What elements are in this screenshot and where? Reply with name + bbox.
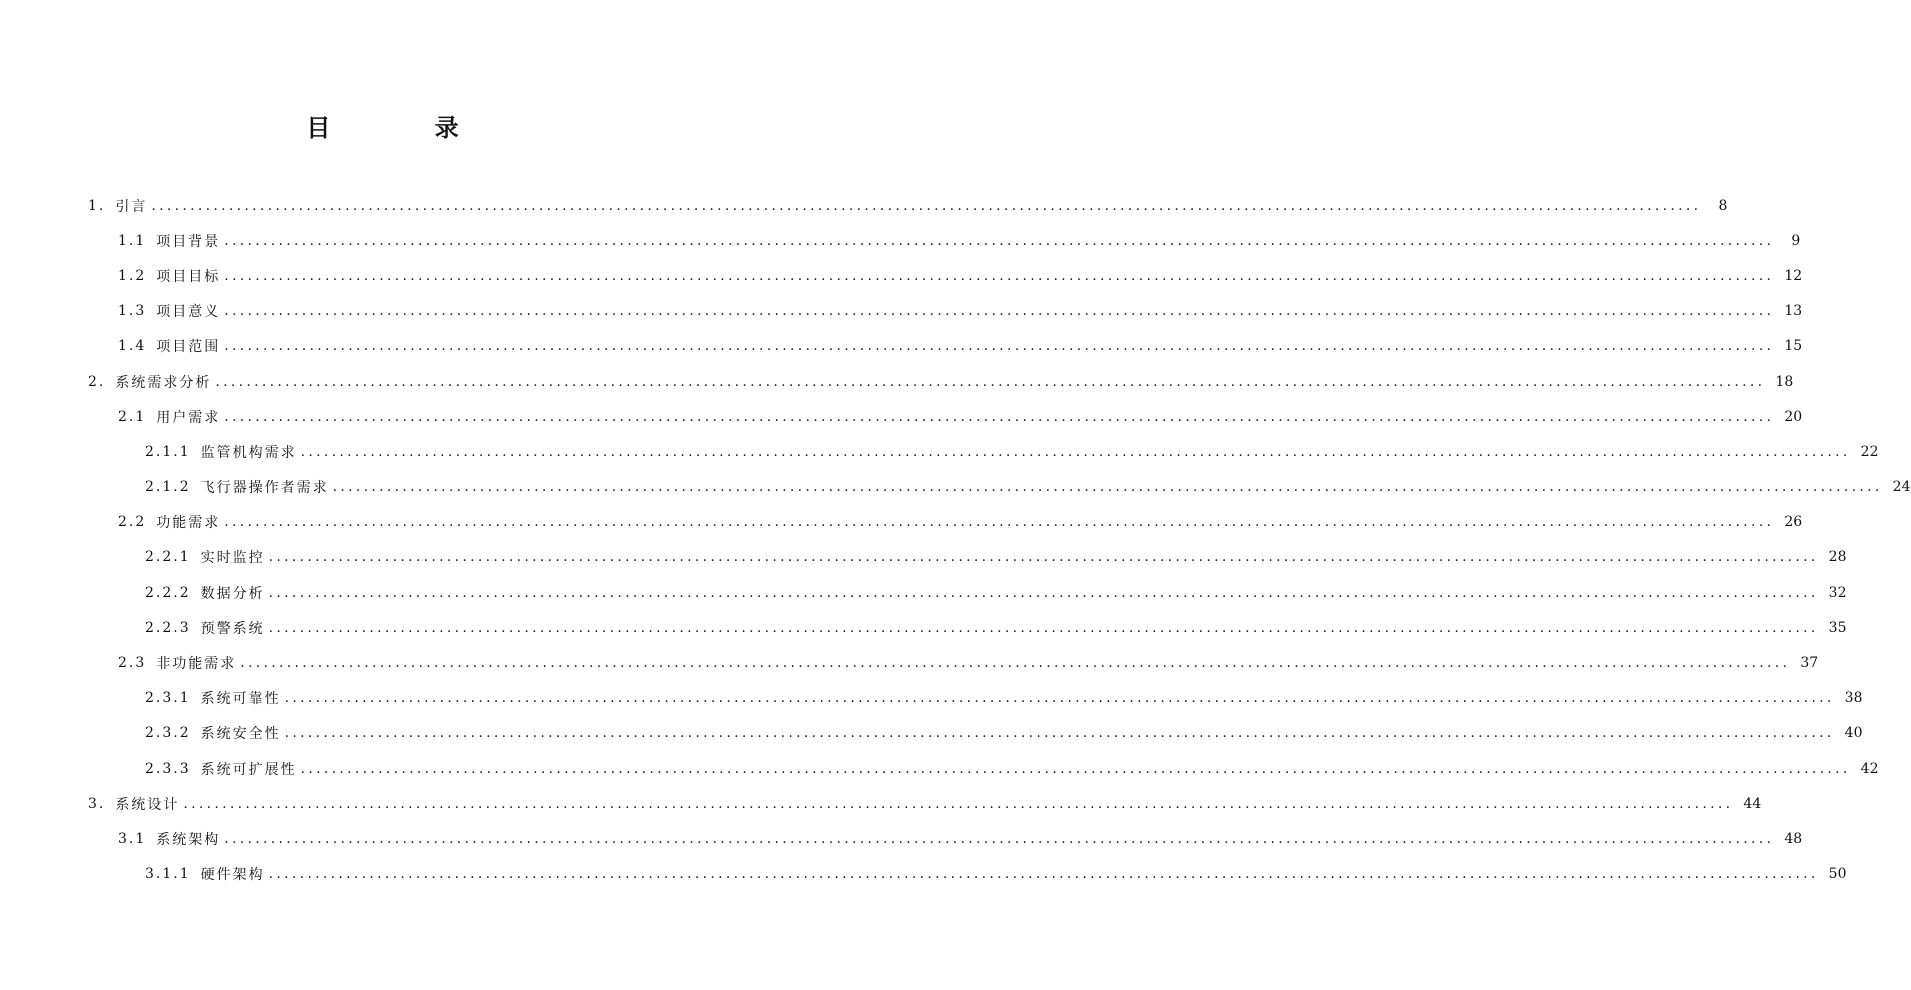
dot-leader: ........................................................................................................................................................................................................ <box>300 760 1851 777</box>
dot-leader: ........................................................................................................................................................................................................ <box>224 338 1775 355</box>
toc-entry-number: 2.3.1 <box>145 690 191 707</box>
toc-title: 目 录 <box>306 114 507 142</box>
toc-entry[interactable] <box>88 575 1847 610</box>
toc-entry[interactable] <box>88 821 1803 856</box>
toc-entry-label: 系统设计 <box>115 796 180 813</box>
toc-entry[interactable] <box>88 857 1847 892</box>
toc-entry-number: 2.1.2 <box>145 479 191 496</box>
toc-entry[interactable] <box>88 470 1911 505</box>
toc-entry-number: 1.4 <box>118 338 147 355</box>
dot-leader: ........................................................................................................................................................................................................ <box>224 303 1775 320</box>
dot-leader: ........................................................................................................................................................................................................ <box>151 197 1702 214</box>
toc-entry-label: 功能需求 <box>156 515 221 532</box>
dot-leader: ........................................................................................................................................................................................................ <box>224 232 1775 249</box>
toc-entry-page-number: 18 <box>1775 373 1794 390</box>
toc-entry[interactable] <box>88 751 1879 786</box>
dot-leader: ........................................................................................................................................................................................................ <box>268 866 1819 883</box>
toc-entry-number: 1.1 <box>118 232 147 249</box>
toc-entry-number: 2.3.3 <box>145 760 191 777</box>
toc-entry-label: 项目范围 <box>156 339 221 356</box>
toc-entry-label: 系统需求分析 <box>115 374 212 391</box>
toc-entry-page-number: 50 <box>1828 866 1847 883</box>
toc-entry-page-number: 26 <box>1784 514 1803 531</box>
toc-entry[interactable] <box>88 329 1803 364</box>
toc-entry-label: 系统可扩展性 <box>200 761 297 778</box>
toc-entry[interactable] <box>88 505 1803 540</box>
toc-entry-number: 2.3.2 <box>145 725 191 742</box>
toc-entry-page-number: 37 <box>1800 655 1819 672</box>
toc-entry[interactable] <box>88 716 1863 751</box>
toc-entry-number: 2.2.3 <box>145 619 191 636</box>
table-of-contents <box>88 188 1911 892</box>
toc-entry-label: 用户需求 <box>156 409 221 426</box>
toc-entry-number: 2. <box>88 373 106 390</box>
toc-entry[interactable] <box>88 399 1803 434</box>
toc-entry-label: 项目目标 <box>156 268 221 285</box>
dot-leader: ........................................................................................................................................................................................................ <box>300 443 1851 460</box>
dot-leader: ........................................................................................................................................................................................................ <box>215 373 1766 390</box>
toc-entry[interactable] <box>88 364 1794 399</box>
toc-entry-number: 1.2 <box>118 267 147 284</box>
toc-entry-page-number: 15 <box>1784 338 1803 355</box>
dot-leader: ........................................................................................................................................................................................................ <box>284 725 1835 742</box>
toc-entry-page-number: 24 <box>1892 479 1911 496</box>
toc-entry-number: 2.2 <box>118 514 147 531</box>
toc-entry-page-number: 38 <box>1844 690 1863 707</box>
toc-entry-label: 实时监控 <box>200 550 265 567</box>
toc-entry-number: 3.1.1 <box>145 866 191 883</box>
toc-entry-page-number: 44 <box>1743 795 1762 812</box>
toc-entry-label: 项目意义 <box>156 304 221 321</box>
toc-entry-label: 硬件架构 <box>200 867 265 884</box>
dot-leader: ........................................................................................................................................................................................................ <box>224 830 1775 847</box>
toc-entry-page-number: 9 <box>1791 232 1801 249</box>
dot-leader: ........................................................................................................................................................................................................ <box>224 408 1775 425</box>
toc-entry-page-number: 22 <box>1860 443 1879 460</box>
toc-entry-label: 项目背景 <box>156 233 221 250</box>
toc-entry-page-number: 12 <box>1784 267 1803 284</box>
toc-entry[interactable] <box>88 786 1762 821</box>
dot-leader: ........................................................................................................................................................................................................ <box>224 267 1775 284</box>
toc-entry-number: 2.1.1 <box>145 443 191 460</box>
toc-entry[interactable] <box>88 294 1803 329</box>
toc-entry-page-number: 48 <box>1784 830 1803 847</box>
dot-leader: ........................................................................................................................................................................................................ <box>240 655 1791 672</box>
toc-entry-label: 监管机构需求 <box>200 444 297 461</box>
toc-entry-page-number: 35 <box>1828 619 1847 636</box>
toc-entry-label: 飞行器操作者需求 <box>200 480 329 497</box>
toc-entry[interactable] <box>88 223 1801 258</box>
toc-entry-label: 预警系统 <box>200 620 265 637</box>
toc-entry[interactable] <box>88 188 1728 223</box>
toc-entry-number: 3. <box>88 795 106 812</box>
dot-leader: ........................................................................................................................................................................................................ <box>268 584 1819 601</box>
toc-entry-page-number: 32 <box>1828 584 1847 601</box>
toc-entry-number: 1. <box>88 197 106 214</box>
dot-leader: ........................................................................................................................................................................................................ <box>332 479 1883 496</box>
toc-entry-page-number: 8 <box>1718 197 1728 214</box>
toc-entry[interactable] <box>88 258 1803 293</box>
dot-leader: ........................................................................................................................................................................................................ <box>183 795 1734 812</box>
toc-entry-page-number: 42 <box>1860 760 1879 777</box>
toc-entry[interactable] <box>88 645 1819 680</box>
toc-entry[interactable] <box>88 610 1847 645</box>
toc-entry-number: 1.3 <box>118 303 147 320</box>
toc-entry[interactable] <box>88 540 1847 575</box>
toc-entry-label: 引言 <box>115 198 148 215</box>
toc-entry-number: 2.3 <box>118 655 147 672</box>
toc-entry-page-number: 28 <box>1828 549 1847 566</box>
dot-leader: ........................................................................................................................................................................................................ <box>284 690 1835 707</box>
toc-entry-label: 系统可靠性 <box>200 691 281 708</box>
toc-entry[interactable] <box>88 681 1863 716</box>
toc-entry-label: 系统安全性 <box>200 726 281 743</box>
toc-entry[interactable] <box>88 434 1879 469</box>
toc-entry-page-number: 20 <box>1784 408 1803 425</box>
toc-entry-page-number: 40 <box>1844 725 1863 742</box>
dot-leader: ........................................................................................................................................................................................................ <box>268 619 1819 636</box>
dot-leader: ........................................................................................................................................................................................................ <box>268 549 1819 566</box>
toc-entry-label: 系统架构 <box>156 831 221 848</box>
dot-leader: ........................................................................................................................................................................................................ <box>224 514 1775 531</box>
toc-entry-number: 2.2.1 <box>145 549 191 566</box>
toc-entry-number: 2.1 <box>118 408 147 425</box>
toc-entry-label: 数据分析 <box>200 585 265 602</box>
toc-entry-label: 非功能需求 <box>156 656 237 673</box>
toc-entry-number: 2.2.2 <box>145 584 191 601</box>
toc-entry-page-number: 13 <box>1784 303 1803 320</box>
toc-entry-number: 3.1 <box>118 830 147 847</box>
